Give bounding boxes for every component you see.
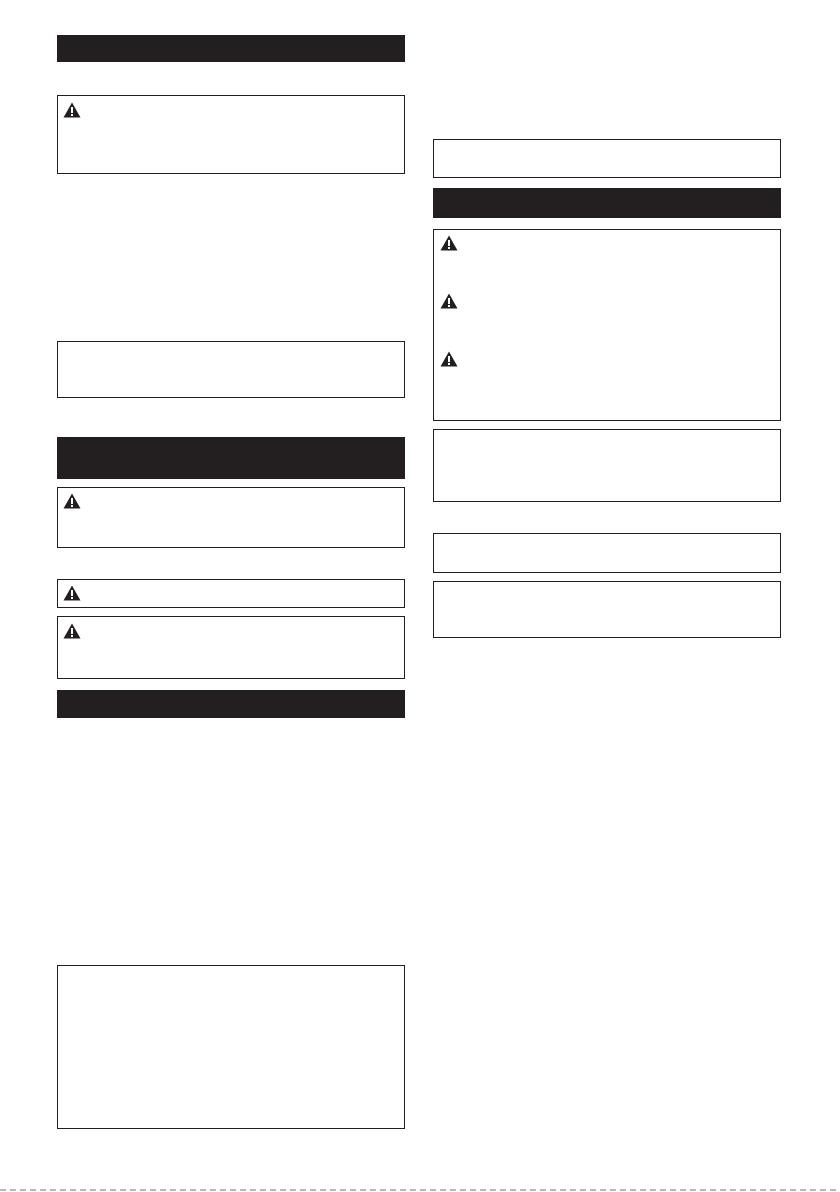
- note-box: [57, 965, 405, 1129]
- section-header-bar: [57, 690, 405, 718]
- note-box: [433, 429, 781, 502]
- section-header-bar: [57, 35, 405, 62]
- note-box: [433, 139, 781, 178]
- note-box: [433, 581, 781, 638]
- warning-box: [57, 95, 405, 174]
- warning-triangle-icon: [440, 235, 458, 251]
- crop-edge-dashes: [0, 1189, 840, 1191]
- section-header-bar: [433, 188, 781, 218]
- warning-box: [57, 487, 405, 548]
- warning-triangle-icon: [440, 351, 458, 367]
- warning-box: [57, 616, 405, 679]
- warning-box: [433, 229, 781, 421]
- warning-triangle-icon: [440, 293, 458, 309]
- note-box: [57, 341, 405, 398]
- warning-triangle-icon: [63, 585, 81, 601]
- section-header-bar: [57, 437, 405, 479]
- warning-triangle-icon: [63, 493, 81, 509]
- warning-triangle-icon: [63, 623, 81, 639]
- note-box: [433, 533, 781, 573]
- warning-triangle-icon: [63, 102, 81, 118]
- warning-box: [57, 579, 405, 608]
